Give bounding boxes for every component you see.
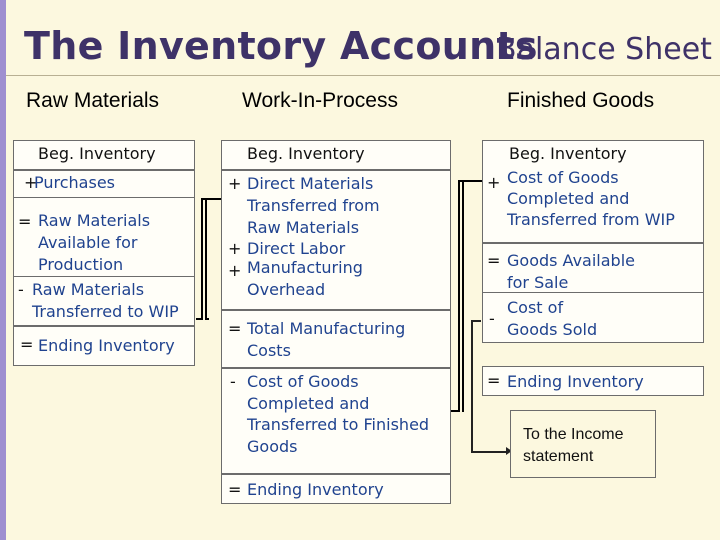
wip-dm-line-2: Transferred from	[247, 196, 380, 215]
fg-income-arrow-vertical	[471, 320, 473, 452]
income-statement-line-1: To the Income	[523, 426, 624, 443]
rm-wip-connector-bottom	[205, 318, 209, 320]
wip-fg-connector-v1	[458, 180, 460, 412]
wip-additions-box	[221, 170, 451, 310]
page-title: The Inventory Accounts	[24, 24, 538, 68]
wip-heading: Work-In-Process	[242, 89, 398, 112]
rm-wip-connector-top	[201, 198, 221, 200]
rm-purchases: Purchases	[34, 173, 115, 192]
fg-available-op: =	[487, 251, 501, 270]
rm-ending: Ending Inventory	[38, 336, 175, 355]
wip-cogm-line-3: Transferred to Finished	[247, 415, 430, 434]
wip-total-box	[221, 310, 451, 368]
wip-cogm-line-4: Goods	[247, 437, 298, 456]
rm-transferred-box	[13, 276, 195, 326]
income-statement-line-2: statement	[523, 448, 594, 465]
rm-available-box	[13, 198, 195, 278]
fg-beg-inventory: Beg. Inventory	[509, 144, 627, 163]
wip-mo-line-2: Overhead	[247, 280, 326, 299]
rm-available-line-1: Raw Materials	[38, 211, 151, 230]
wip-mo-line-1: Manufacturing	[247, 258, 363, 277]
rm-available-op: =	[18, 212, 32, 231]
rm-transferred-line-2: Transferred to WIP	[32, 302, 179, 321]
rm-wip-connector-v2	[205, 198, 207, 320]
finished-goods-heading: Finished Goods	[507, 89, 655, 112]
wip-total-line-1: Total Manufacturing	[247, 319, 406, 338]
wip-dm-line-1: Direct Materials	[247, 174, 374, 193]
wip-ending-box	[221, 474, 451, 504]
fg-cogs-line-2: Goods Sold	[507, 320, 598, 339]
fg-cogm-line-2: Completed and	[507, 189, 630, 208]
wip-dl: Direct Labor	[247, 239, 346, 258]
fg-available-box	[482, 243, 704, 293]
rm-ending-box	[13, 326, 195, 366]
wip-cogm-line-1: Cost of Goods	[247, 372, 359, 391]
wip-cogm-op: -	[230, 372, 236, 391]
title-band	[6, 0, 720, 76]
fg-cogm-line-3: Transferred from WIP	[507, 210, 675, 229]
wip-mo-op: +	[228, 261, 242, 280]
wip-beg-inventory-box	[221, 140, 451, 170]
rm-beg-inventory-box	[13, 140, 195, 170]
wip-beg-inventory: Beg. Inventory	[247, 144, 365, 163]
fg-cogm-box	[482, 167, 704, 243]
wip-dm-op: +	[228, 174, 242, 193]
rm-ending-op: =	[20, 335, 34, 354]
rm-wip-connector-v1	[201, 198, 203, 320]
raw-materials-heading: Raw Materials	[26, 89, 160, 112]
fg-cogm-op: +	[487, 173, 501, 192]
wip-cogm-line-2: Completed and	[247, 394, 370, 413]
wip-total-line-2: Costs	[247, 341, 291, 360]
fg-ending: Ending Inventory	[507, 372, 644, 391]
rm-transferred-line-1: Raw Materials	[32, 280, 145, 299]
rm-available-line-2: Available for	[38, 233, 138, 252]
fg-cogs-line-1: Cost of	[507, 298, 564, 317]
fg-beg-inventory-box	[482, 140, 704, 170]
fg-income-arrow-horizontal	[471, 451, 507, 453]
wip-total-op: =	[228, 319, 242, 338]
wip-cogm-box	[221, 368, 451, 474]
wip-fg-connector-v2	[462, 180, 464, 412]
wip-ending-op: =	[228, 480, 242, 499]
fg-ending-box	[482, 366, 704, 396]
rm-purchases-box	[13, 170, 195, 198]
wip-dl-op: +	[228, 239, 242, 258]
rm-purchases-op: +	[24, 173, 38, 192]
page-subtitle: Balance Sheet	[496, 32, 712, 67]
rm-available-line-3: Production	[38, 255, 124, 274]
fg-cogs-op: -	[489, 309, 495, 328]
fg-ending-op: =	[487, 371, 501, 390]
fg-available-line-1: Goods Available	[507, 251, 635, 270]
fg-cogs-box	[482, 293, 704, 343]
wip-dm-line-3: Raw Materials	[247, 218, 360, 237]
fg-available-line-2: for Sale	[507, 273, 569, 292]
rm-beg-inventory: Beg. Inventory	[38, 144, 156, 163]
fg-cogm-line-1: Cost of Goods	[507, 168, 619, 187]
rm-transferred-op: -	[18, 280, 24, 299]
income-statement-box	[510, 410, 656, 478]
wip-fg-connector-top	[458, 180, 482, 182]
wip-ending: Ending Inventory	[247, 480, 384, 499]
fg-cogs-arrow-stub	[471, 320, 481, 322]
